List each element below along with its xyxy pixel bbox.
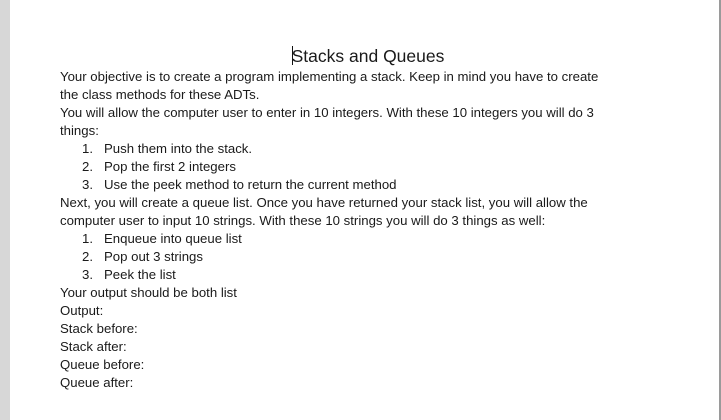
document-page[interactable]: [60, 44, 660, 392]
list-item: [60, 140, 660, 158]
queue-before-label: Queue before:: [60, 357, 145, 372]
list-number: 1.: [82, 141, 93, 156]
list-item: [60, 230, 660, 248]
left-window-edge: [0, 0, 10, 420]
queue-after-label: Queue after:: [60, 375, 134, 390]
list-item: [60, 158, 660, 176]
list-number: 2.: [82, 159, 93, 174]
list-item: [60, 266, 660, 284]
list-item: [60, 248, 660, 266]
document-title: Stacks and Queues: [291, 46, 445, 66]
output-intro: Your output should be both list: [60, 285, 237, 300]
list-number: 2.: [82, 249, 93, 264]
list-number: 1.: [82, 231, 93, 246]
list-number: 3.: [82, 177, 93, 192]
output-label: Output:: [60, 303, 104, 318]
list-item-text: Enqueue into queue list: [104, 231, 242, 246]
list-item-text: Use the peek method to return the current method: [104, 177, 397, 192]
list-item-text: Pop the first 2 integers: [104, 159, 236, 174]
intro-line-1: Your objective is to create a program implementing a stack. Keep in mind you have to create: [60, 69, 599, 84]
stack-before-label: Stack before:: [60, 321, 138, 336]
queue-instructions-line-2: computer user to input 10 strings. With these 10 strings you will do 3 things as well:: [60, 213, 546, 228]
list-item-text: Pop out 3 strings: [104, 249, 203, 264]
intro-line-2: the class methods for these ADTs.: [60, 87, 260, 102]
stack-after-label: Stack after:: [60, 339, 127, 354]
stack-instructions-line-2: things:: [60, 123, 99, 138]
stack-steps-list: [60, 140, 660, 194]
list-number: 3.: [82, 267, 93, 282]
document-title-row: [60, 44, 660, 68]
list-item-text: Peek the list: [104, 267, 176, 282]
list-item: [60, 176, 660, 194]
stack-instructions-line-1: You will allow the computer user to enter in 10 integers. With these 10 integers you will do 3: [60, 105, 594, 120]
queue-instructions-line-1: Next, you will create a queue list. Once you have returned your stack list, you will allow the: [60, 195, 588, 210]
list-item-text: Push them into the stack.: [104, 141, 253, 156]
queue-steps-list: [60, 230, 660, 284]
